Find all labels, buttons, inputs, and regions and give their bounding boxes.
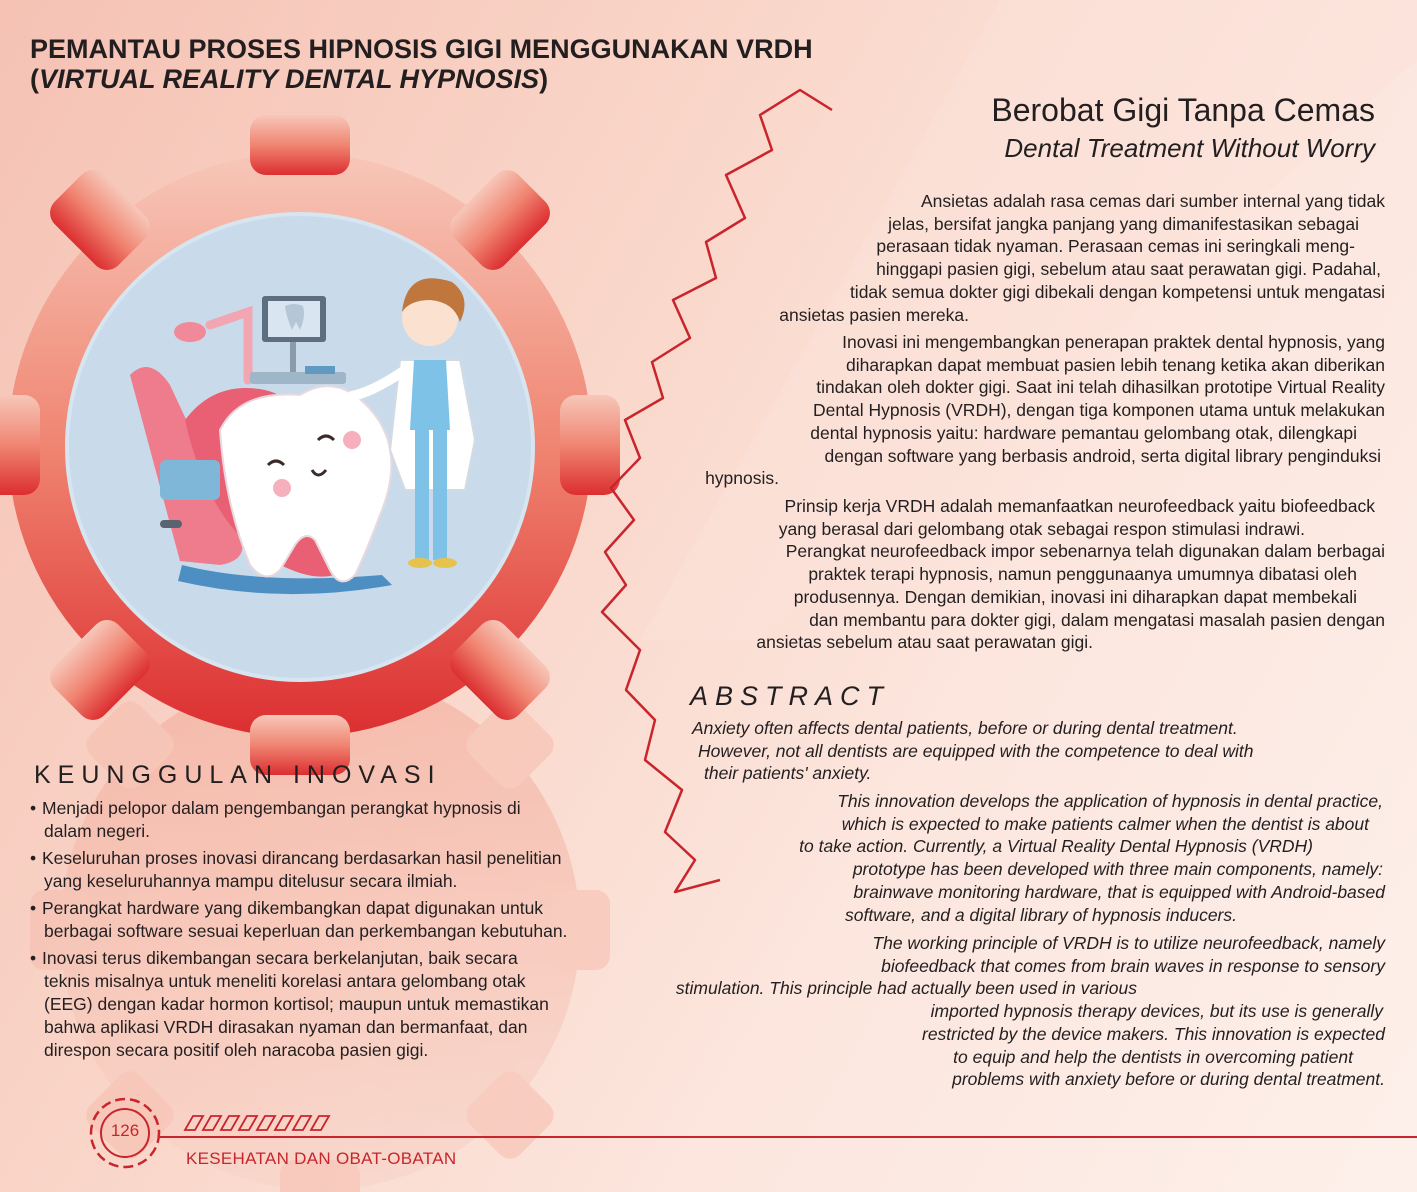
page-title: [30, 34, 930, 94]
paragraph-line: tidak semua dokter gigi dibekali dengan kompetensi untuk mengatasi: [849, 281, 1385, 302]
bullet-icon: •: [30, 898, 37, 918]
article-subheading: Dental Treatment Without Worry: [1004, 133, 1375, 163]
paragraph-line: dengan software yang berbasis android, serta digital library penginduksi: [824, 445, 1381, 466]
dental-illustration: [130, 278, 475, 594]
paragraph-line: Dental Hypnosis (VRDH), dengan tiga komponen utama untuk melakukan: [813, 400, 1385, 421]
list-item-text: Menjadi pelopor dalam pengembangan perangkat hypnosis di: [42, 798, 521, 818]
list-item-text: (EEG) dengan kadar hormon kortisol; maupun untuk memastikan: [44, 994, 549, 1014]
abstract-line: software, and a digital library of hypnosis inducers.: [844, 904, 1237, 925]
paragraph-line: praktek terapi hypnosis, namun penggunaanya umumnya dibatasi oleh: [808, 564, 1357, 585]
paragraph-line: ansietas pasien mereka.: [779, 304, 969, 325]
paragraph-line: diharapkan dapat membuat pasien lebih tenang ketika akan diberikan: [846, 354, 1385, 375]
advantages-list: [30, 797, 670, 1066]
abstract-line: to take action. Currently, a Virtual Reality Dental Hypnosis (VRDH): [799, 836, 1313, 857]
list-item: [30, 847, 670, 893]
list-item-text: Keseluruhan proses inovasi dirancang berdasarkan hasil penelitian: [42, 848, 562, 868]
abstract-line: which is expected to make patients calmer when the dentist is about: [841, 813, 1369, 834]
page-title-open-paren: (: [30, 64, 39, 94]
paragraph-line: hinggapi pasien gigi, sebelum atau saat perawatan gigi. Padahal,: [876, 259, 1381, 280]
abstract-line: problems with anxiety before or during dental treatment.: [952, 1069, 1385, 1090]
list-item-text: dalam negeri.: [44, 821, 151, 841]
paragraph-line: dan membantu para dokter gigi, dalam mengatasi masalah pasien dengan: [809, 609, 1385, 630]
paragraph-line: Ansietas adalah rasa cemas dari sumber internal yang tidak: [921, 191, 1385, 211]
abstract-line: The working principle of VRDH is to utilize neurofeedback, namely: [872, 933, 1385, 953]
list-item-text: Inovasi terus dikembangan secara berkelanjutan, baik secara: [42, 948, 518, 968]
paragraph-line: dental hypnosis yaitu: hardware pemantau gelombang otak, dilengkapi: [810, 422, 1357, 443]
abstract-paragraph-3: [676, 932, 1385, 1091]
advantages-heading: KEUNGGULAN INOVASI: [34, 761, 442, 789]
page-title-italic: VIRTUAL REALITY DENTAL HYPNOSIS: [39, 64, 540, 94]
paragraph-line: Perangkat neurofeedback impor sebenarnya telah digunakan dalam berbagai: [785, 541, 1385, 562]
paragraph-line: Inovasi ini mengembangkan penerapan praktek dental hypnosis, yang: [842, 332, 1385, 352]
abstract-line: stimulation. This principle had actually been used in various: [675, 978, 1137, 999]
list-item: [30, 947, 670, 1062]
article-paragraph-3: [756, 495, 1385, 654]
paragraph-line: hypnosis.: [705, 468, 779, 489]
list-item: [30, 797, 670, 843]
list-item-text: berbagai software sesuai keperluan dan perkembangan kebutuhan.: [44, 921, 568, 941]
page-title-close-paren: ): [539, 64, 549, 94]
list-item-text: bahwa aplikasi VRDH dirasakan nyaman dan bermanfaat, dan: [44, 1017, 528, 1037]
abstract-line: However, not all dentists are equipped with the competence to deal with: [698, 740, 1254, 761]
paragraph-line: jelas, bersifat jangka panjang yang dimanifestasikan sebagai: [888, 213, 1359, 234]
abstract-paragraph-2: [799, 790, 1385, 926]
bullet-icon: •: [30, 798, 37, 818]
article-heading: Berobat Gigi Tanpa Cemas: [991, 92, 1375, 128]
article-paragraph-2: [705, 331, 1385, 490]
list-item-text: yang keseluruhannya mampu ditelusur secara ilmiah.: [44, 871, 458, 891]
list-item: [30, 897, 670, 943]
paragraph-line: tindakan oleh dokter gigi. Saat ini telah dihasilkan prototipe Virtual Reality: [816, 377, 1385, 398]
paragraph-line: yang berasal dari gelombang otak sebagai respon stimulasi indrawi.: [778, 518, 1305, 539]
list-item-text: teknis misalnya untuk meneliti korelasi antara gelombang otak: [44, 971, 526, 991]
abstract-line: brainwave monitoring hardware, that is equipped with Android-based: [853, 881, 1385, 902]
abstract-line: their patients' anxiety.: [704, 763, 872, 784]
bullet-icon: •: [30, 948, 37, 968]
paragraph-line: ansietas sebelum atau saat perawatan gigi.: [756, 632, 1093, 653]
abstract-line: prototype has been developed with three main components, namely:: [852, 859, 1383, 880]
paragraph-line: Prinsip kerja VRDH adalah memanfaatkan neurofeedback yaitu biofeedback: [784, 496, 1375, 516]
page-title-line1: PEMANTAU PROSES HIPNOSIS GIGI MENGGUNAKAN VRDH: [30, 34, 813, 64]
abstract-line: imported hypnosis therapy devices, but its use is generally: [930, 1001, 1383, 1022]
abstract-paragraph-1: [692, 717, 1253, 785]
page-number: 126: [110, 1121, 140, 1140]
abstract-line: Anxiety often affects dental patients, before or during dental treatment.: [692, 718, 1238, 738]
footer-category: KESEHATAN DAN OBAT-OBATAN: [186, 1149, 457, 1168]
abstract-line: This innovation develops the application of hypnosis in dental practice,: [837, 791, 1383, 811]
list-item-text: direspon secara positif oleh naracoba pasien gigi.: [44, 1040, 429, 1060]
article-paragraph-1: [779, 190, 1385, 326]
abstract-line: restricted by the device makers. This innovation is expected: [922, 1023, 1385, 1044]
abstract-line: to equip and help the dentists in overcoming patient: [953, 1046, 1353, 1067]
list-item-text: Perangkat hardware yang dikembangkan dapat digunakan untuk: [42, 898, 544, 918]
bullet-icon: •: [30, 848, 37, 868]
paragraph-line: produsennya. Dengan demikian, inovasi ini diharapkan dapat membekali: [793, 586, 1357, 607]
abstract-line: biofeedback that comes from brain waves in response to sensory: [881, 955, 1385, 976]
abstract-heading: ABSTRACT: [690, 681, 891, 711]
paragraph-line: perasaan tidak nyaman. Perasaan cemas ini seringkali meng-: [876, 236, 1355, 257]
